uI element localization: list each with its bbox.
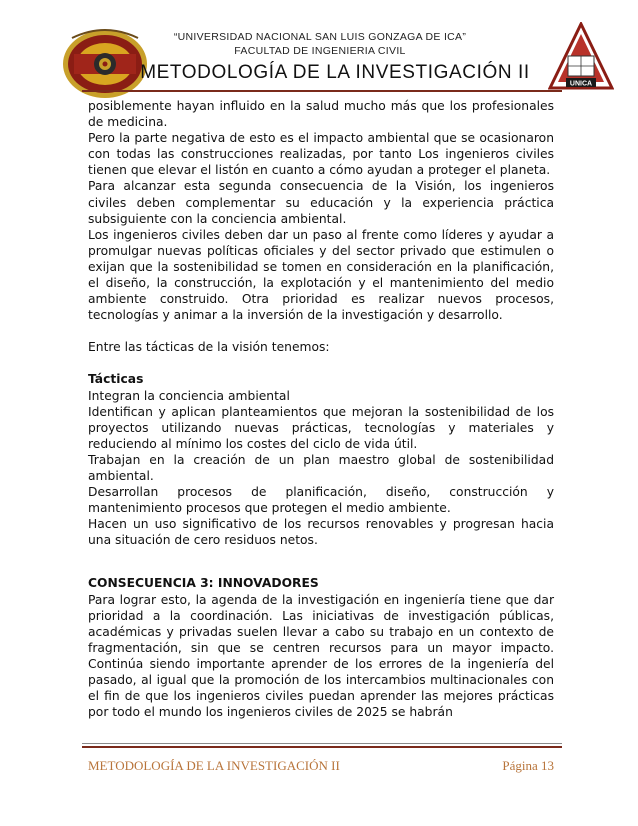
paragraph: Entre las tácticas de la visión tenemos:: [88, 340, 330, 355]
section-heading-tacticas: Tácticas: [88, 372, 144, 387]
footer-title: METODOLOGÍA DE LA INVESTIGACIÓN II: [88, 758, 340, 773]
svg-text:UNICA: UNICA: [569, 80, 593, 88]
footer-divider-thin: [82, 743, 562, 744]
section-heading-consecuencia: CONSECUENCIA 3: INNOVADORES: [88, 576, 319, 591]
faculty-name: FACULTAD DE INGENIERIA CIVIL: [234, 45, 406, 57]
page-number: Página 13: [502, 758, 554, 773]
page-header: [0, 0, 638, 96]
tactic-item: Trabajan en la creación de un plan maestro global de sostenibilidad ambiental.: [88, 452, 554, 483]
page-body: [88, 98, 554, 720]
tactic-item: Identifican y aplican planteamientos que mejoran la sostenibilidad de los proyectos utilizando nuevas prácticas, tecnologías y materiales y reduciendo al mínimo los costes del ciclo de vida útil.: [88, 404, 554, 451]
paragraph: posiblemente hayan influido en la salud mucho más que los profesionales de medicina.: [88, 99, 554, 130]
tactic-item: Desarrollan procesos de planificación, diseño, construcción y mantenimiento procesos que protegen el medio ambiente.: [88, 485, 554, 516]
university-name: “UNIVERSIDAD NACIONAL SAN LUIS GONZAGA DE ICA”: [173, 31, 467, 43]
header-divider: [82, 90, 562, 92]
paragraph: Pero la parte negativa de esto es el impacto ambiental que se ocasionaron con todas las construcciones realizadas, por tanto Los ingenieros civiles tienen que elevar el listón en cuanto a cómo ayudan a proteger el planeta.: [88, 131, 554, 178]
paragraph: Los ingenieros civiles deben dar un paso al frente como líderes y ayudar a promulgar nuevas políticas oficiales y del sector privado que estimulen o exijan que la sostenibilidad se tomen en consideración en la planificación, el diseño, la construcción, la explotación y el mantenimiento del medio ambiente construido. Otra prioridad es realizar nuevos procesos, tecnologías y animar a la inversión de la investigación y desarrollo.: [88, 227, 554, 323]
tactic-item: Integran la conciencia ambiental: [88, 388, 290, 403]
unica-logo: [548, 22, 614, 92]
paragraph: Para alcanzar esta segunda consecuencia de la Visión, los ingenieros civiles deben complementar su educación y la experiencia práctica subsiguiente con la conciencia ambiental.: [88, 179, 554, 226]
footer-divider-thick: [82, 746, 562, 748]
tactic-item: Hacen un uso significativo de los recursos renovables y progresan hacia una situación de cero residuos netos.: [88, 517, 554, 548]
paragraph: Para lograr esto, la agenda de la investigación en ingeniería tiene que dar prioridad a la coordinación. Las iniciativas de investigación públicas, académicas y privadas suelen llevar a cabo su trabajo en un contexto de fragmentación, sin que se centren recursos para un mayor impacto. Continúa siendo importante aprender de los errores de la ingeniería del pasado, al igual que la promoción de los intercambios multinacionales con el fin de que los ingenieros civiles puedan aprender las mejores prácticas por todo el mundo los ingenieros civiles de 2025 se habrán: [88, 592, 554, 720]
document-title: METODOLOGÍA DE LA INVESTIGACIÓN II: [140, 62, 530, 83]
